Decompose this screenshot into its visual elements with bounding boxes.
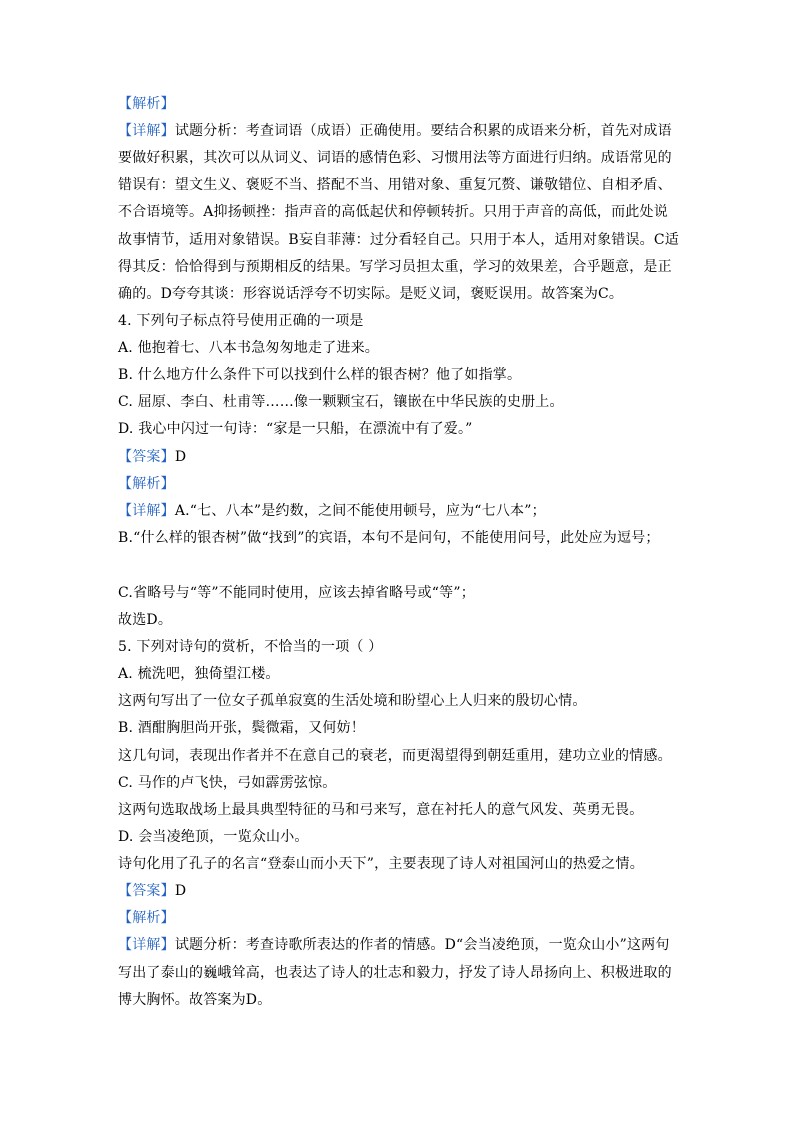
text-line: B. 什么地方什么条件下可以找到什么样的银杏树？他了如指掌。 — [118, 367, 522, 383]
section-tag: 【详解】 — [118, 937, 175, 953]
text-line: C.省略号与“等”不能同时使用，应该去掉省略号或“等”； — [118, 585, 475, 601]
text-line: 【详解】A.“七、八本”是约数，之间不能使用顿号，应为“七八本”； — [118, 503, 546, 519]
text-line: 故选D。 — [118, 612, 173, 628]
text-line: 这几句词，表现出作者并不在意自己的衰老，而更渴望得到朝廷重用，建功立业的情感。 — [118, 748, 672, 764]
text-line: 要做好积累，其次可以从词义、词语的感情色彩、习惯用法等方面进行归纳。成语常见的 — [118, 150, 672, 166]
section-tag: 【解析】 — [118, 96, 175, 112]
text-line: D. 会当凌绝顶，一览众山小。 — [118, 829, 309, 845]
text-line — [118, 908, 678, 928]
section-tag: 【解析】 — [118, 910, 175, 926]
text-line: 这两句选取战场上最具典型特征的马和弓来写，意在衬托人的意气风发、英勇无畏。 — [118, 802, 644, 818]
text-line: 4. 下列句子标点符号使用正确的一项是 — [118, 313, 364, 329]
text-line: 【详解】试题分析：考查诗歌所表达的作者的情感。D“会当凌绝顶，一览众山小”这两句 — [118, 937, 670, 953]
text-line: 得其反：恰恰得到与预期相反的结果。写学习员担太重，学习的效果差，合乎题意，是正 — [118, 259, 672, 275]
text-line: D. 我心中闪过一句诗：“家是一只船，在漂流中有了爱。” — [118, 421, 473, 437]
text-line: 【答案】D — [118, 449, 187, 465]
section-tag: 【详解】 — [118, 123, 175, 139]
text-line: 【答案】D — [118, 883, 187, 899]
text-line: C. 马作的卢飞快，弓如霹雳弦惊。 — [118, 775, 337, 791]
section-tag: 【答案】 — [118, 449, 175, 465]
text-line: 这两句写出了一位女子孤单寂寞的生活处境和盼望心上人归来的殷切心情。 — [118, 693, 587, 709]
text-line: 不合语境等。A抑扬顿挫：指声音的高低起伏和停顿转折。只用于声音的高低，而此处说 — [118, 204, 668, 220]
text-line: 5. 下列对诗句的赏析，不恰当的一项（ ） — [118, 639, 383, 655]
text-line: 错误有：望文生义、褒贬不当、搭配不当、用错对象、重复冗赘、谦敬错位、自相矛盾、 — [118, 177, 672, 193]
text-line: B.“什么样的银杏树”做“找到”的宾语，本句不是问句，不能使用问号，此处应为逗号； — [118, 530, 660, 546]
text-line: 故事情节，适用对象错误。B妄自菲薄：过分看轻自己。只用于本人，适用对象错误。C适 — [118, 232, 679, 248]
text-line: C. 屈原、李白、杜甫等……像一颗颗宝石，镶嵌在中华民族的史册上。 — [118, 394, 564, 410]
text-line: 诗句化用了孔子的名言“登泰山而小天下”，主要表现了诗人对祖国河山的热爱之情。 — [118, 856, 644, 872]
section-tag: 【解析】 — [118, 476, 175, 492]
text-line: 写出了泰山的巍峨耸高，也表达了诗人的壮志和毅力，抒发了诗人昂扬向上、积极进取的 — [118, 965, 672, 981]
section-tag: 【详解】 — [118, 503, 175, 519]
text-line: 确的。D夸夸其谈：形容说话浮夸不切实际。是贬义词，褒贬误用。故答案为C。 — [118, 286, 624, 302]
text-line — [118, 474, 678, 494]
text-line: B. 酒酣胸胆尚开张，鬓微霜，又何妨！ — [118, 720, 365, 736]
text-line: 【详解】试题分析：考查词语（成语）正确使用。要结合积累的成语来分析，首先对成语 — [118, 123, 672, 139]
section-tag: 【答案】 — [118, 883, 175, 899]
text-line: A. 梳洗吧，独倚望江楼。 — [118, 666, 280, 682]
text-line: A. 他抱着七、八本书急匆匆地走了进来。 — [118, 340, 380, 356]
text-line — [118, 94, 678, 114]
text-line: 博大胸怀。故答案为D。 — [118, 992, 272, 1008]
